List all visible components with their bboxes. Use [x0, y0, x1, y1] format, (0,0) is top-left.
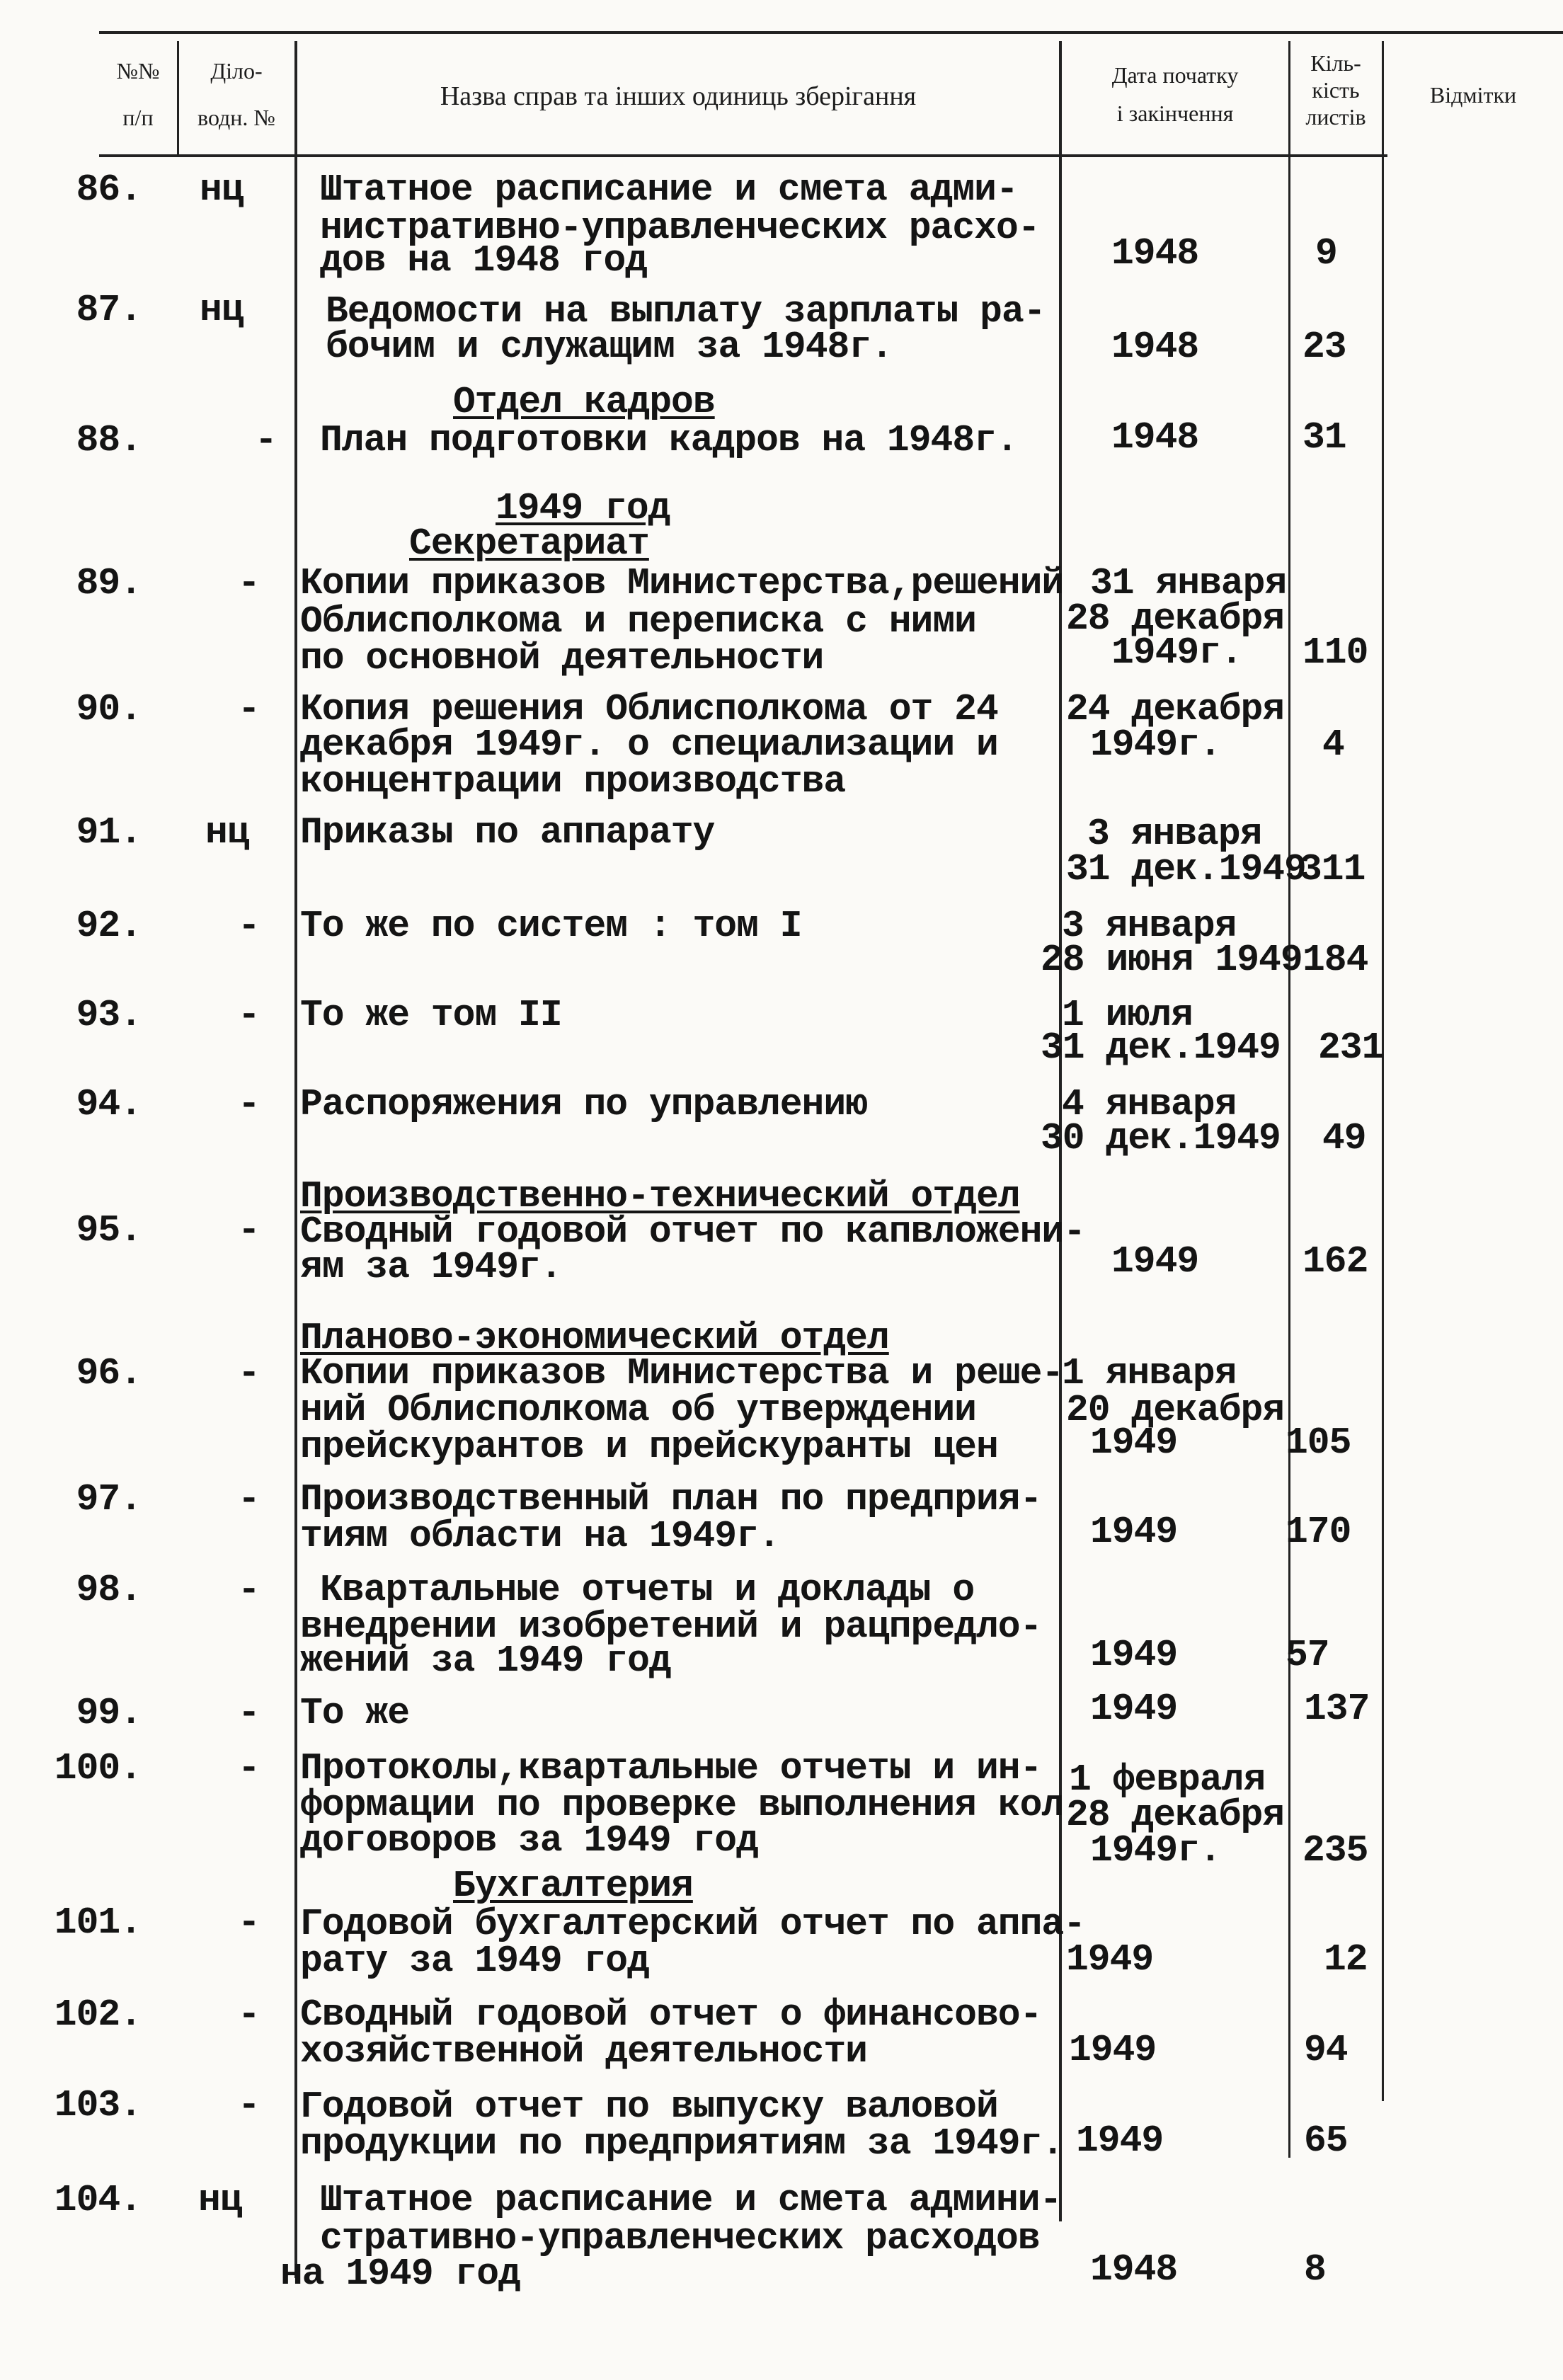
row-title-line: договоров за 1949 год	[300, 1819, 758, 1862]
row-date-line: 1949	[1076, 2119, 1164, 2162]
row-title-line: То же по систем : том I	[300, 905, 802, 947]
row-delo: нц	[200, 289, 244, 331]
row-sheets: 8	[1304, 2248, 1326, 2291]
row-title-line: То же	[300, 1692, 410, 1734]
row-number: 91.	[76, 811, 142, 854]
header-col-title: Назва справ та інших одиниць зберігання	[440, 81, 917, 111]
row-number: 86.	[76, 168, 142, 211]
row-sheets: 49	[1322, 1117, 1366, 1160]
header-col-date-line1: Дата початку	[1111, 62, 1239, 88]
row-title-line: прейскурантов и прейскуранты цен	[300, 1426, 998, 1468]
row-delo: -	[238, 688, 260, 731]
row-date-line: 1948	[1090, 2248, 1178, 2291]
row-date-line: 28 декабря	[1066, 1794, 1285, 1836]
row-date-line: 28 июня 1949	[1041, 939, 1302, 981]
header-col-no-line2: п/п	[122, 105, 154, 130]
row-delo: -	[238, 905, 260, 947]
row-title-line: Сводный годовой отчет о финансово-	[300, 1993, 1042, 2036]
row-title-line: дов на 1948 год	[320, 239, 648, 282]
table-top-border	[99, 31, 1563, 34]
row-delo: нц	[200, 168, 244, 211]
row-delo: -	[238, 1083, 260, 1126]
header-col-date-line2: і закінчення	[1116, 101, 1234, 126]
row-title-line: рату за 1949 год	[300, 1940, 649, 1982]
row-date-line: 3 января	[1087, 813, 1262, 855]
row-title-line: Приказы по аппарату	[300, 811, 715, 854]
row-sheets: 137	[1304, 1688, 1370, 1730]
row-date-line: 1949г.	[1090, 1829, 1221, 1872]
section-heading-kadry: Отдел кадров	[453, 381, 715, 423]
header-col-sheets-line1: Кіль-	[1310, 50, 1361, 76]
row-delo: -	[238, 1478, 260, 1521]
row-title-line: тиям области на 1949г.	[300, 1515, 780, 1557]
row-title-line: ний Облисполкома об утверждении	[300, 1389, 976, 1431]
row-title-line: декабря 1949г. о специализации и	[300, 723, 998, 766]
row-sheets: 23	[1302, 326, 1346, 368]
row-sheets: 94	[1304, 2029, 1348, 2071]
row-delo: -	[238, 1352, 260, 1395]
header-col-no-line1: №№	[116, 58, 160, 84]
row-sheets: 31	[1302, 416, 1346, 459]
row-title-line: концентрации производства	[300, 760, 846, 803]
row-title-line: План подготовки кадров на 1948г.	[320, 419, 1018, 462]
section-heading-year: 1949 год	[496, 487, 670, 530]
row-sheets: 57	[1286, 1634, 1329, 1676]
row-title-line: Производственный план по предприя-	[300, 1478, 1042, 1521]
row-title-line: хозяйственной деятельности	[300, 2030, 867, 2073]
row-delo: нц	[198, 2179, 242, 2221]
row-date-line: 20 декабря	[1066, 1389, 1285, 1431]
row-delo: -	[238, 994, 260, 1036]
row-title-line: по основной деятельности	[300, 637, 824, 680]
header-col-sheets	[1290, 50, 1382, 130]
row-title-line: продукции по предприятиям за 1949г.	[300, 2122, 1064, 2165]
header-bottom-border	[99, 154, 1387, 157]
row-title-line: Распоряжения по управлению	[300, 1083, 867, 1126]
header-col-no	[99, 55, 177, 133]
row-date-line: 1949г.	[1111, 631, 1242, 674]
row-date-line: 1949	[1069, 2029, 1157, 2071]
row-delo: -	[238, 1692, 260, 1734]
row-number: 98.	[76, 1569, 142, 1611]
row-date-line: 28 декабря	[1066, 597, 1285, 640]
section-heading-buh: Бухгалтерия	[453, 1865, 693, 1907]
row-number: 88.	[76, 419, 142, 462]
row-date-line: 1949г.	[1090, 723, 1221, 766]
row-sheets: 9	[1315, 232, 1337, 275]
row-sheets: 162	[1302, 1240, 1368, 1283]
row-number: 100.	[54, 1747, 142, 1790]
row-title-line: на 1949 год	[280, 2253, 520, 2295]
row-number: 96.	[76, 1352, 142, 1395]
row-number: 87.	[76, 289, 142, 331]
row-title-line: внедрении изобретений и рацпредло-	[300, 1606, 1042, 1648]
row-date-line: 1949	[1111, 1240, 1199, 1283]
row-title-line: жений за 1949 год	[300, 1640, 671, 1682]
row-title-line: бочим и служащим за 1948г.	[326, 326, 893, 368]
row-date-line: 1949	[1090, 1634, 1178, 1676]
row-title-line: Квартальные отчеты и доклады о	[320, 1569, 975, 1611]
row-sheets: 311	[1300, 848, 1366, 891]
row-number: 95.	[76, 1209, 142, 1252]
row-date-line: 31 января	[1090, 562, 1287, 605]
col-divider-2	[294, 41, 297, 2278]
row-date-line: 31 дек.1949	[1041, 1026, 1281, 1069]
row-delo: -	[238, 1209, 260, 1252]
row-date-line: 31 дек.1949	[1066, 848, 1306, 891]
row-delo: -	[255, 419, 277, 462]
row-title-line: Годовой отчет по выпуску валовой	[300, 2086, 998, 2128]
row-delo: -	[238, 1901, 260, 1944]
row-delo: -	[238, 2084, 260, 2127]
row-date-line: 30 дек.1949	[1041, 1117, 1281, 1160]
row-sheets: 170	[1286, 1511, 1351, 1553]
section-heading-peo: Планово-экономический отдел	[300, 1317, 889, 1359]
row-number: 101.	[54, 1901, 142, 1944]
row-number: 102.	[54, 1993, 142, 2036]
row-title-line: стративно-управленческих расходов	[320, 2217, 1040, 2260]
row-sheets: 4	[1322, 723, 1344, 766]
row-delo: -	[238, 562, 260, 605]
header-col-sheets-line2: кість	[1312, 77, 1360, 103]
row-number: 90.	[76, 688, 142, 731]
header-col-notes: Відмітки	[1429, 82, 1517, 108]
row-title-line: нистративно-управленческих расхо-	[320, 207, 1040, 249]
row-title-line: ям за 1949г.	[300, 1246, 562, 1288]
row-title-line: Ведомости на выплату зарплаты ра-	[326, 290, 1046, 333]
row-title-line: Протоколы,квартальные отчеты и ин-	[300, 1747, 1042, 1790]
row-number: 93.	[76, 994, 142, 1036]
section-heading-pto: Производственно-технический отдел	[300, 1175, 1020, 1218]
row-number: 92.	[76, 905, 142, 947]
row-sheets: 65	[1304, 2119, 1348, 2162]
row-title-line: Штатное расписание и смета админи-	[320, 2179, 1062, 2221]
row-sheets: 105	[1286, 1421, 1351, 1464]
row-number: 97.	[76, 1478, 142, 1521]
row-date-line: 1 июля	[1062, 994, 1193, 1036]
row-date-line: 1 февраля	[1069, 1758, 1266, 1801]
row-delo: -	[238, 1569, 260, 1611]
row-title-line: Сводный годовой отчет по капвложени-	[300, 1211, 1085, 1253]
row-sheets: 110	[1302, 631, 1368, 674]
row-sheets: 231	[1318, 1026, 1384, 1069]
header-col-date	[1062, 59, 1288, 129]
row-number: 104.	[54, 2179, 142, 2221]
row-number: 94.	[76, 1083, 142, 1126]
row-date-line: 1949	[1090, 1421, 1178, 1464]
row-number: 89.	[76, 562, 142, 605]
row-title-line: Штатное расписание и смета адми-	[320, 168, 1018, 211]
row-title-line: Копии приказов Министерства и реше-	[300, 1352, 1064, 1395]
row-sheets: 184	[1302, 939, 1368, 981]
header-col-delo-line2: водн. №	[197, 105, 275, 130]
row-title-line: формации по проверке выполнения кол	[300, 1784, 1064, 1826]
row-date-line: 24 декабря	[1066, 688, 1285, 731]
section-heading-secretariat: Секретариат	[409, 522, 649, 565]
row-sheets: 235	[1302, 1829, 1368, 1872]
row-title-line: Облисполкома и переписка с ними	[300, 600, 976, 643]
row-title-line: То же том II	[300, 994, 562, 1036]
row-delo: нц	[205, 811, 249, 854]
col-divider-5	[1382, 41, 1384, 2101]
row-title-line: Годовой бухгалтерский отчет по аппа-	[300, 1903, 1085, 1945]
row-number: 103.	[54, 2084, 142, 2127]
row-date-line: 1949	[1066, 1938, 1154, 1981]
row-date-line: 1948	[1111, 326, 1199, 368]
row-sheets: 12	[1324, 1938, 1368, 1981]
col-divider-4	[1288, 41, 1290, 2158]
row-delo: -	[238, 1747, 260, 1790]
row-date-line: 1948	[1111, 416, 1199, 459]
row-title-line: Копия решения Облисполкома от 24	[300, 688, 998, 731]
header-col-delo-line1: Діло-	[210, 58, 263, 84]
row-title-line: Копии приказов Министерства,решений	[300, 562, 1064, 605]
row-date-line: 1949	[1090, 1688, 1178, 1730]
row-date-line: 1 января	[1062, 1352, 1237, 1395]
header-col-sheets-line3: листів	[1305, 104, 1366, 130]
row-number: 99.	[76, 1692, 142, 1734]
row-date-line: 4 января	[1062, 1083, 1237, 1126]
row-date-line: 1948	[1111, 232, 1199, 275]
row-date-line: 3 января	[1062, 905, 1237, 947]
header-col-delo	[178, 55, 294, 133]
row-date-line: 1949	[1090, 1511, 1178, 1553]
row-delo: -	[238, 1993, 260, 2036]
